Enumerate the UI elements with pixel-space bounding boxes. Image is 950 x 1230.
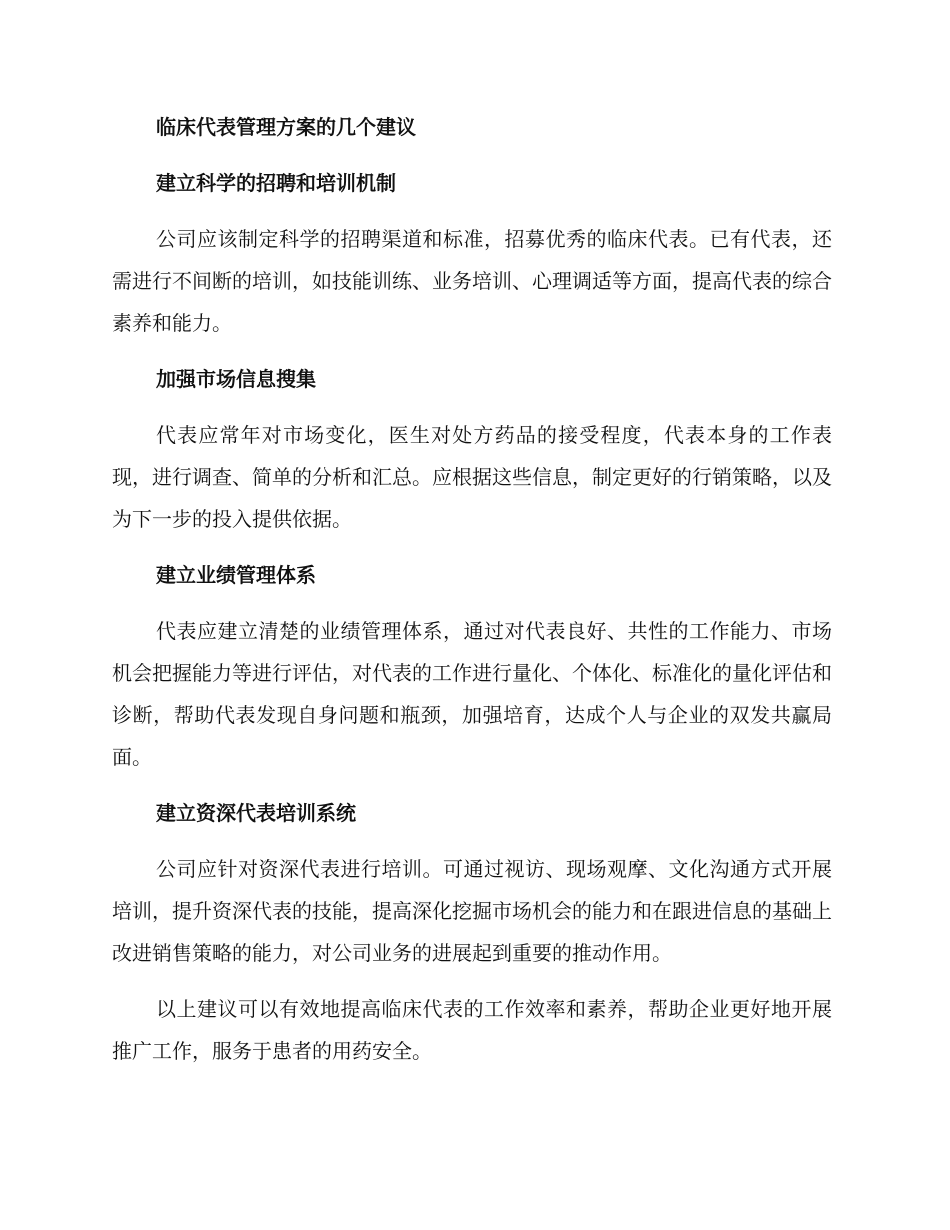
document-title: 临床代表管理方案的几个建议 [156,115,416,139]
section-paragraph: 代表应常年对市场变化，医生对处方药品的接受程度，代表本身的工作表现，进行调查、简单的分析和汇总。应根据这些信息，制定更好的行销策略，以及为下一步的投入提供依据。 [112,423,832,531]
conclusion-paragraph: 以上建议可以有效地提高临床代表的工作效率和素养，帮助企业更好地开展推广工作，服务于患者的用药安全。 [112,997,832,1063]
section-heading: 建立业绩管理体系 [156,563,316,587]
section-heading: 加强市场信息搜集 [156,367,316,391]
section-paragraph: 公司应针对资深代表进行培训。可通过视访、现场观摩、文化沟通方式开展培训，提升资深代表的技能，提高深化挖掘市场机会的能力和在跟进信息的基础上改进销售策略的能力，对公司业务的进展起到重要的推动作用。 [112,857,832,965]
section-paragraph: 代表应建立清楚的业绩管理体系，通过对代表良好、共性的工作能力、市场机会把握能力等进行评估，对代表的工作进行量化、个体化、标准化的量化评估和诊断，帮助代表发现自身问题和瓶颈，加强培育，达成个人与企业的双发共赢局面。 [112,619,832,769]
document-body [112,106,832,1072]
section-heading: 建立科学的招聘和培训机制 [156,171,396,195]
section-paragraph: 公司应该制定科学的招聘渠道和标准，招募优秀的临床代表。已有代表，还需进行不间断的培训，如技能训练、业务培训、心理调适等方面，提高代表的综合素养和能力。 [112,227,832,335]
section-heading: 建立资深代表培训系统 [156,801,356,825]
